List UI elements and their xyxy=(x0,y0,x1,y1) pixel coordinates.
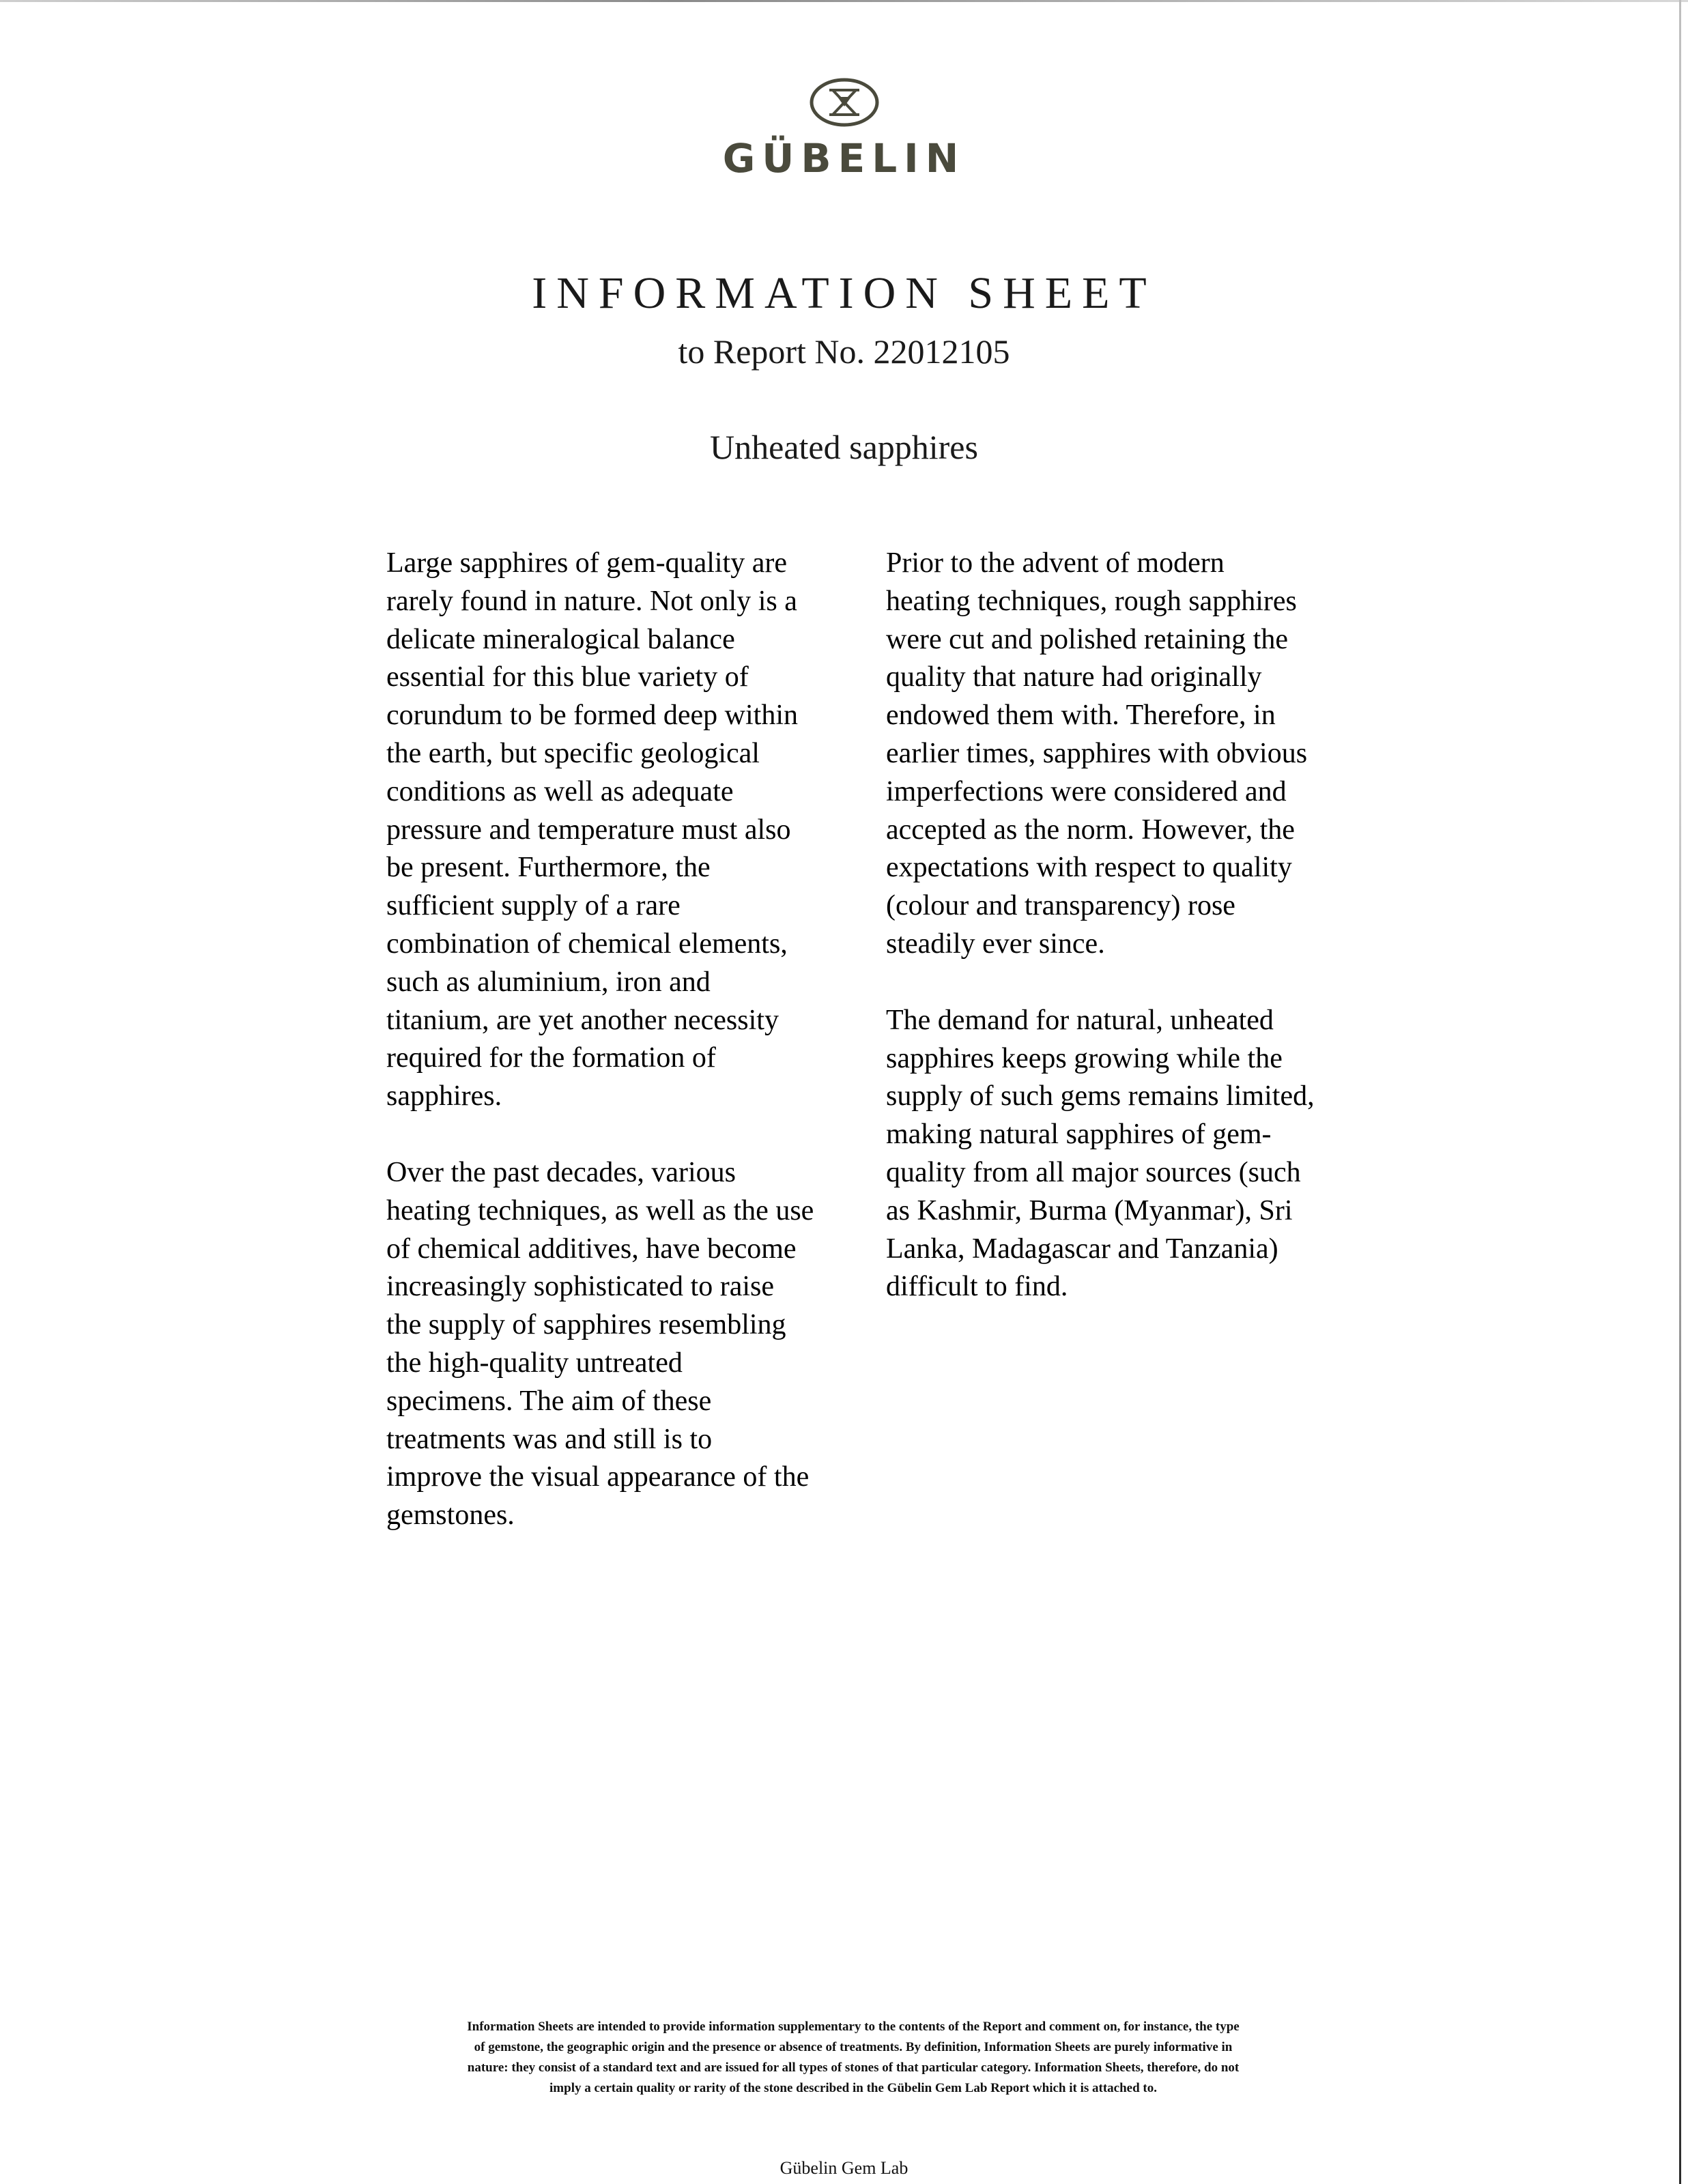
disclaimer xyxy=(355,2017,1351,2099)
text-line: steadily ever since. xyxy=(886,928,1105,960)
text-line: sapphires. xyxy=(386,1080,502,1112)
text-line: Over the past decades, various xyxy=(386,1156,736,1188)
text-line: increasingly sophisticated to raise xyxy=(386,1271,775,1303)
disclaimer-line: Information Sheets are intended to provide information supplementary to the contents of the Report and comment on, for instance, the type xyxy=(467,2020,1240,2034)
text-line: The demand for natural, unheated xyxy=(886,1004,1274,1036)
text-line: essential for this blue variety of xyxy=(386,661,749,693)
scan-edge-right xyxy=(1679,0,1681,2184)
text-line: heating techniques, as well as the use xyxy=(386,1194,814,1226)
text-line: corundum to be formed deep within xyxy=(386,700,799,732)
section-heading: Unheated sapphires xyxy=(710,428,978,466)
text-line: improve the visual appearance of the xyxy=(386,1461,810,1493)
text-line: the supply of sapphires resembling xyxy=(386,1309,786,1341)
text-line: as Kashmir, Burma (Myanmar), Sri xyxy=(886,1194,1293,1226)
footer-lab-name: Gübelin Gem Lab xyxy=(779,2158,909,2178)
text-line: gemstones. xyxy=(386,1499,515,1532)
text-line: supply of such gems remains limited, xyxy=(886,1080,1315,1112)
paragraph xyxy=(886,545,1377,964)
text-line: Large sapphires of gem-quality are xyxy=(386,547,787,579)
text-line: expectations with respect to quality xyxy=(886,852,1292,884)
text-line: sufficient supply of a rare xyxy=(386,890,681,922)
text-line: quality from all major sources (such xyxy=(886,1156,1301,1188)
text-line: earlier times, sapphires with obvious xyxy=(886,737,1308,769)
gubelin-emblem-icon xyxy=(807,75,882,130)
text-line: heating techniques, rough sapphires xyxy=(886,585,1297,617)
page-title: INFORMATION SHEET xyxy=(532,268,1156,318)
report-number: to Report No. 22012105 xyxy=(678,332,1010,371)
text-line: titanium, are yet another necessity xyxy=(386,1004,779,1036)
text-line: pressure and temperature must also xyxy=(386,814,791,846)
scan-edge-top xyxy=(0,0,1688,2)
text-line: treatments was and still is to xyxy=(386,1423,713,1455)
text-line: imperfections were considered and xyxy=(886,775,1287,807)
text-line: such as aluminium, iron and xyxy=(386,966,711,998)
company-logo xyxy=(0,75,1688,182)
paragraph xyxy=(386,1154,871,1535)
text-line: required for the formation of xyxy=(386,1042,716,1074)
paragraph xyxy=(886,1002,1377,1306)
text-line: Lanka, Madagascar and Tanzania) xyxy=(886,1233,1278,1265)
text-line: delicate mineralogical balance xyxy=(386,623,735,655)
text-line: be present. Furthermore, the xyxy=(386,852,711,884)
paragraph xyxy=(386,545,871,1116)
disclaimer-line: nature: they consist of a standard text and are issued for all types of stones of that particular category. Information Sheets, therefore, do not xyxy=(467,2060,1240,2075)
disclaimer-line: imply a certain quality or rarity of the stone described in the Gübelin Gem Lab Report which it is attached to. xyxy=(549,2081,1157,2095)
text-line: combination of chemical elements, xyxy=(386,928,788,960)
text-line: sapphires keeps growing while the xyxy=(886,1042,1283,1074)
text-line: (colour and transparency) rose xyxy=(886,890,1235,922)
right-column xyxy=(886,545,1377,1345)
text-line: difficult to find. xyxy=(886,1271,1068,1303)
text-line: rarely found in nature. Not only is a xyxy=(386,585,797,617)
text-line: endowed them with. Therefore, in xyxy=(886,700,1276,732)
text-line: Prior to the advent of modern xyxy=(886,547,1225,579)
text-line: the high-quality untreated xyxy=(386,1347,683,1379)
text-line: conditions as well as adequate xyxy=(386,775,734,807)
text-line: of chemical additives, have become xyxy=(386,1233,797,1265)
text-line: specimens. The aim of these xyxy=(386,1385,712,1417)
text-line: accepted as the norm. However, the xyxy=(886,814,1295,846)
text-line: making natural sapphires of gem- xyxy=(886,1119,1272,1151)
logo-wordmark: GÜBELIN xyxy=(722,135,966,182)
disclaimer-line: of gemstone, the geographic origin and the presence or absence of treatments. By definition, Information Sheets are purely informative in xyxy=(474,2040,1233,2054)
text-line: were cut and polished retaining the xyxy=(886,623,1288,655)
text-line: quality that nature had originally xyxy=(886,661,1262,693)
text-line: the earth, but specific geological xyxy=(386,737,760,769)
left-column xyxy=(386,545,871,1573)
